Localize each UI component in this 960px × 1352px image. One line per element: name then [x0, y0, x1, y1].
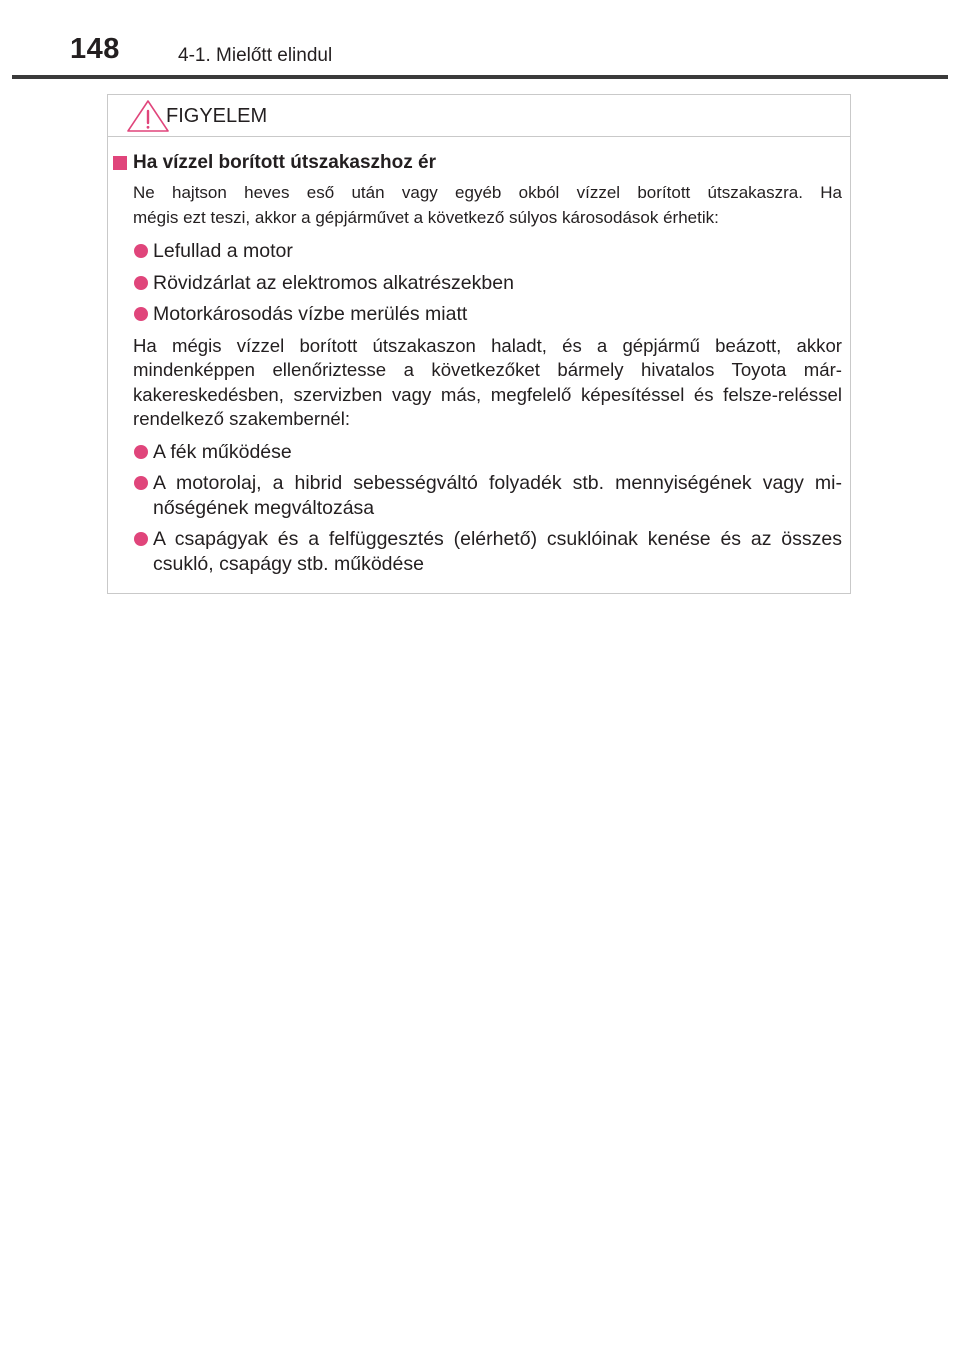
intro-paragraph: [133, 181, 842, 230]
square-bullet-icon: [113, 156, 127, 170]
page-number: 148: [70, 33, 120, 65]
page-header: [0, 0, 960, 80]
warning-subheading: [112, 151, 842, 175]
check-paragraph: Ha mégis vízzel borított útszakaszon haladt, és a gépjármű beázott, akkor mindenképpen ellenőriztesse a következőket bármely hivatalos Toyota már-kakereskedésben, szervizben vagy más, megfelelő képesítéssel és felsze-reléssel rendelkező szakembernél:: [133, 334, 842, 429]
damage-item-text: Lefullad a motor: [153, 240, 293, 262]
warning-triangle-icon: [126, 99, 170, 133]
check-item: [133, 527, 842, 576]
check-item-text: A motorolaj, a hibrid sebességváltó folyadék stb. mennyiségének vagy mi-nőségének megváltozása: [153, 472, 842, 519]
round-bullet-icon: [134, 476, 148, 490]
damage-item-text: Motorkárosodás vízbe merülés miatt: [153, 303, 468, 325]
round-bullet-icon: [134, 244, 148, 258]
header-divider: [12, 75, 948, 79]
check-item-text: A fék működése: [153, 440, 292, 463]
warning-header: [108, 95, 850, 137]
warning-label: FIGYELEM: [166, 105, 268, 127]
round-bullet-icon: [134, 445, 148, 459]
check-item: [133, 471, 842, 520]
round-bullet-icon: [134, 276, 148, 290]
check-item-text: A csapágyak és a felfüggesztés (elérhető) csuklóinak kenése és az összes csukló, csapágy stb. működése: [153, 528, 842, 575]
section-title: 4-1. Mielőtt elindul: [178, 45, 333, 66]
check-item: [133, 440, 842, 465]
warning-content: [112, 151, 842, 576]
round-bullet-icon: [134, 532, 148, 546]
damage-item: [133, 271, 842, 296]
intro-line: mégis ezt teszi, akkor a gépjárművet a következő súlyos károsodások érhetik:: [133, 207, 719, 227]
warning-subheading-text: Ha vízzel borított útszakaszhoz ér: [133, 152, 437, 173]
damage-item: [133, 302, 842, 327]
damage-item: [133, 239, 842, 264]
intro-line: Ne hajtson heves eső után vagy egyéb okból vízzel borított útszakaszra. Ha: [133, 183, 842, 202]
damage-item-text: Rövidzárlat az elektromos alkatrészekben: [153, 271, 514, 294]
warning-box: [107, 94, 851, 594]
round-bullet-icon: [134, 307, 148, 321]
